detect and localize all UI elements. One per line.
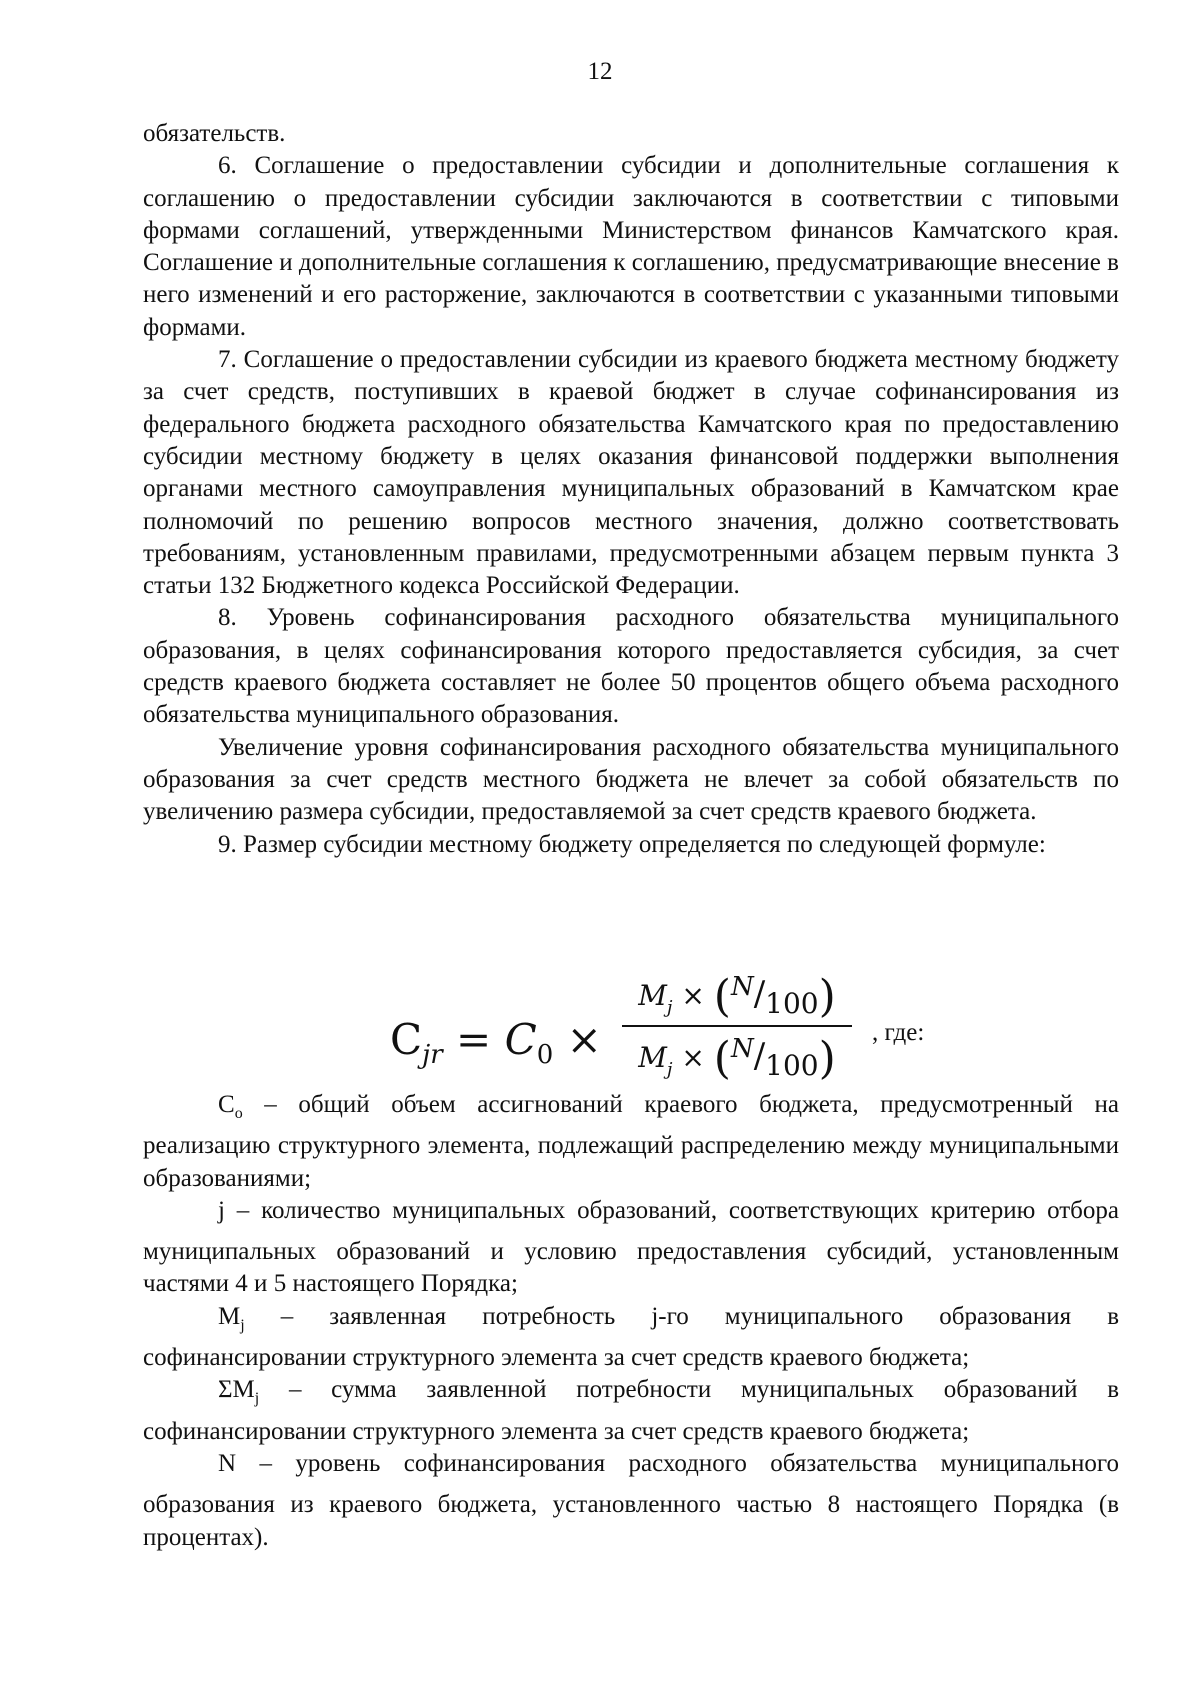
body-text-definitions xyxy=(143,1089,1119,1554)
definition-subscript: j xyxy=(254,1390,260,1408)
num-m-sub: j xyxy=(666,997,673,1018)
paragraph-9: 9. Размер субсидии местному бюджету определяется по следующей формуле: xyxy=(218,830,1046,858)
definition-c0 xyxy=(143,1089,1119,1195)
subsidy-formula xyxy=(390,965,990,1085)
den-m: M xyxy=(638,1041,667,1074)
definition-subscript: j xyxy=(240,1316,245,1334)
definition-text: – общий объем ассигнований краевого бюджета, предусмотренный на реализацию структурного элемента, подлежащий распределению между муниципальными образованиями; xyxy=(143,1091,1119,1192)
formula-c0-symbol: C xyxy=(504,1015,537,1064)
den-slash: / xyxy=(753,1036,766,1076)
paragraph-7: 7. Соглашение о предоставлении субсидии из краевого бюджета местному бюджету за счет средств, поступивших в краевой бюджет в случае софинансирования из федерального бюджета расходного обязательства Камчатского края по предоставлению субсидии местному бюджету в целях оказания финансовой поддержки выполнения органами местного самоуправления муниципальных образований в Камчатском крае полномочий по решению вопросов местного значения, должно соответствовать требованиям, установленным правилами, предусмотренными абзацем первым пункта 3 статьи 132 Бюджетного кодекса Российской Федерации. xyxy=(143,346,1119,600)
num-m: M xyxy=(638,979,667,1012)
den-m-sub: j xyxy=(666,1059,673,1080)
paragraph-continuation: обязательств. xyxy=(143,120,286,147)
paragraph-6: 6. Соглашение о предоставлении субсидии и дополнительные соглашения к соглашению о предоставлении субсидии заключаются в соответствии с типовыми формами соглашений, утвержденными Министерством финансов Камчатского края. Соглашение и дополнительные соглашения к соглашению, предусматривающие внесение в него изменений и его расторжение, заключаются в соответствии с указанными типовыми формами. xyxy=(143,152,1119,341)
num-slash: / xyxy=(753,974,766,1014)
definition-symbol: j xyxy=(218,1196,225,1224)
den-open-paren: ( xyxy=(713,1033,731,1084)
page-number: 12 xyxy=(587,58,613,85)
formula-times: × xyxy=(566,1015,602,1064)
definition-sum-mj xyxy=(143,1374,1119,1448)
fraction-bar xyxy=(622,1025,852,1027)
definition-symbol: ΣM xyxy=(218,1376,255,1404)
formula-c-symbol: C xyxy=(390,1015,423,1064)
body-text-upper xyxy=(143,118,1119,861)
num-close-paren: ) xyxy=(818,971,836,1022)
num-hundred: 100 xyxy=(765,987,819,1020)
definition-symbol: M xyxy=(218,1302,241,1330)
definition-symbol: C xyxy=(218,1091,235,1118)
definition-subscript: o xyxy=(234,1105,243,1122)
formula-where-label: , где: xyxy=(872,1019,925,1046)
definition-mj xyxy=(143,1301,1119,1375)
formula-c-subscript: jr xyxy=(422,1040,443,1070)
definition-symbol: N xyxy=(218,1449,237,1477)
formula-denominator xyxy=(622,1033,852,1084)
num-n: N xyxy=(730,972,754,1002)
definition-n xyxy=(143,1448,1119,1554)
num-times: × xyxy=(681,979,705,1012)
formula-lhs xyxy=(390,1015,602,1070)
definition-text: – количество муниципальных образований, соответствующих критерию отбора муниципальных образований и условию предоставления субсидий, установленным частями 4 и 5 настоящего Порядка; xyxy=(143,1196,1119,1298)
den-times: × xyxy=(681,1041,705,1074)
den-n: N xyxy=(730,1034,754,1064)
paragraph-8: 8. Уровень софинансирования расходного обязательства муниципального образования, в целях софинансирования которого предоставляется субсидия, за счет средств краевого бюджета составляет не более 50 процентов общего объема расходного обязательства муниципального образования. xyxy=(143,604,1119,729)
paragraph-8-continued: Увеличение уровня софинансирования расходного обязательства муниципального образования за счет средств местного бюджета не влечет за собой обязательств по увеличению размера субсидии, предоставляемой за счет средств краевого бюджета. xyxy=(143,733,1119,826)
definition-text: – заявленная потребность j-го муниципального образования в софинансировании структурного элемента за счет средств краевого бюджета; xyxy=(143,1302,1119,1372)
den-close-paren: ) xyxy=(818,1033,836,1084)
definition-j xyxy=(143,1195,1119,1301)
formula-equals: = xyxy=(456,1015,492,1064)
definition-text: – сумма заявленной потребности муниципальных образований в софинансировании структурного элемента за счет средств краевого бюджета; xyxy=(143,1376,1119,1445)
formula-numerator xyxy=(622,971,852,1022)
num-open-paren: ( xyxy=(713,971,731,1022)
den-hundred: 100 xyxy=(765,1049,819,1082)
definition-text: – уровень софинансирования расходного обязательства муниципального образования из краевого бюджета, установленного частью 8 настоящего Порядка (в процентах). xyxy=(143,1449,1119,1551)
formula-fraction xyxy=(622,965,852,1085)
formula-c0-subscript: 0 xyxy=(536,1040,554,1070)
